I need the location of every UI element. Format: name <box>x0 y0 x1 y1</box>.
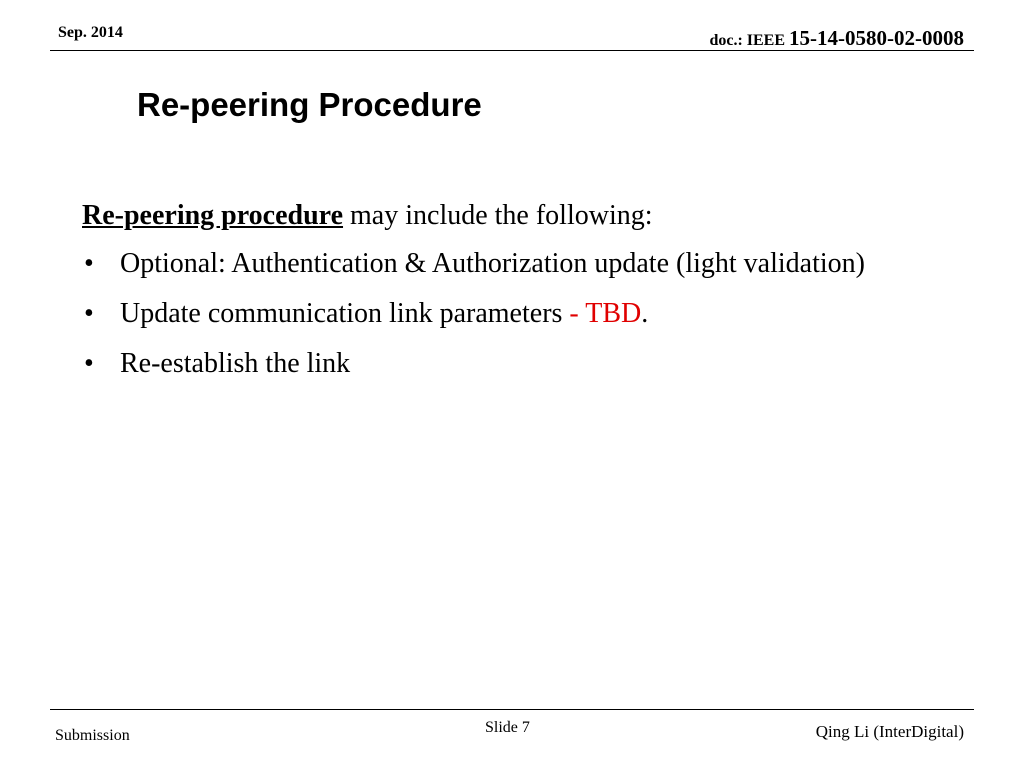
bullet-text: Optional: Authentication & Authorization update (light validation) <box>120 248 865 279</box>
bullet-item <box>82 295 912 333</box>
bullet-item <box>82 245 912 283</box>
bullet-icon: • <box>84 248 94 279</box>
bullet-tail: . <box>641 298 649 329</box>
footer-submission: Submission <box>55 727 130 744</box>
header-date: Sep. 2014 <box>58 24 123 41</box>
slide-number: Slide 7 <box>485 719 530 736</box>
slide-title: Re-peering Procedure <box>137 86 482 123</box>
document-number <box>709 26 964 51</box>
bullet-text: Update communication link parameters <box>120 298 570 329</box>
lead-emphasis: Re-peering procedure <box>82 200 344 231</box>
slide-body <box>82 197 912 395</box>
lead-rest: may include the following: <box>343 200 653 231</box>
header-divider <box>50 50 974 51</box>
bullet-icon: • <box>84 348 94 379</box>
bullet-icon: • <box>84 298 94 329</box>
doc-prefix: doc.: IEEE <box>709 32 790 49</box>
doc-number: 15-14-0580-02-0008 <box>789 26 964 50</box>
footer-author: Qing Li (InterDigital) <box>815 722 964 741</box>
bullet-text: Re-establish the link <box>120 348 351 379</box>
tbd-highlight: - TBD <box>569 298 642 329</box>
bullet-item <box>82 345 912 383</box>
lead-sentence <box>82 197 912 235</box>
bullet-list <box>82 245 912 383</box>
footer-divider <box>50 709 974 710</box>
